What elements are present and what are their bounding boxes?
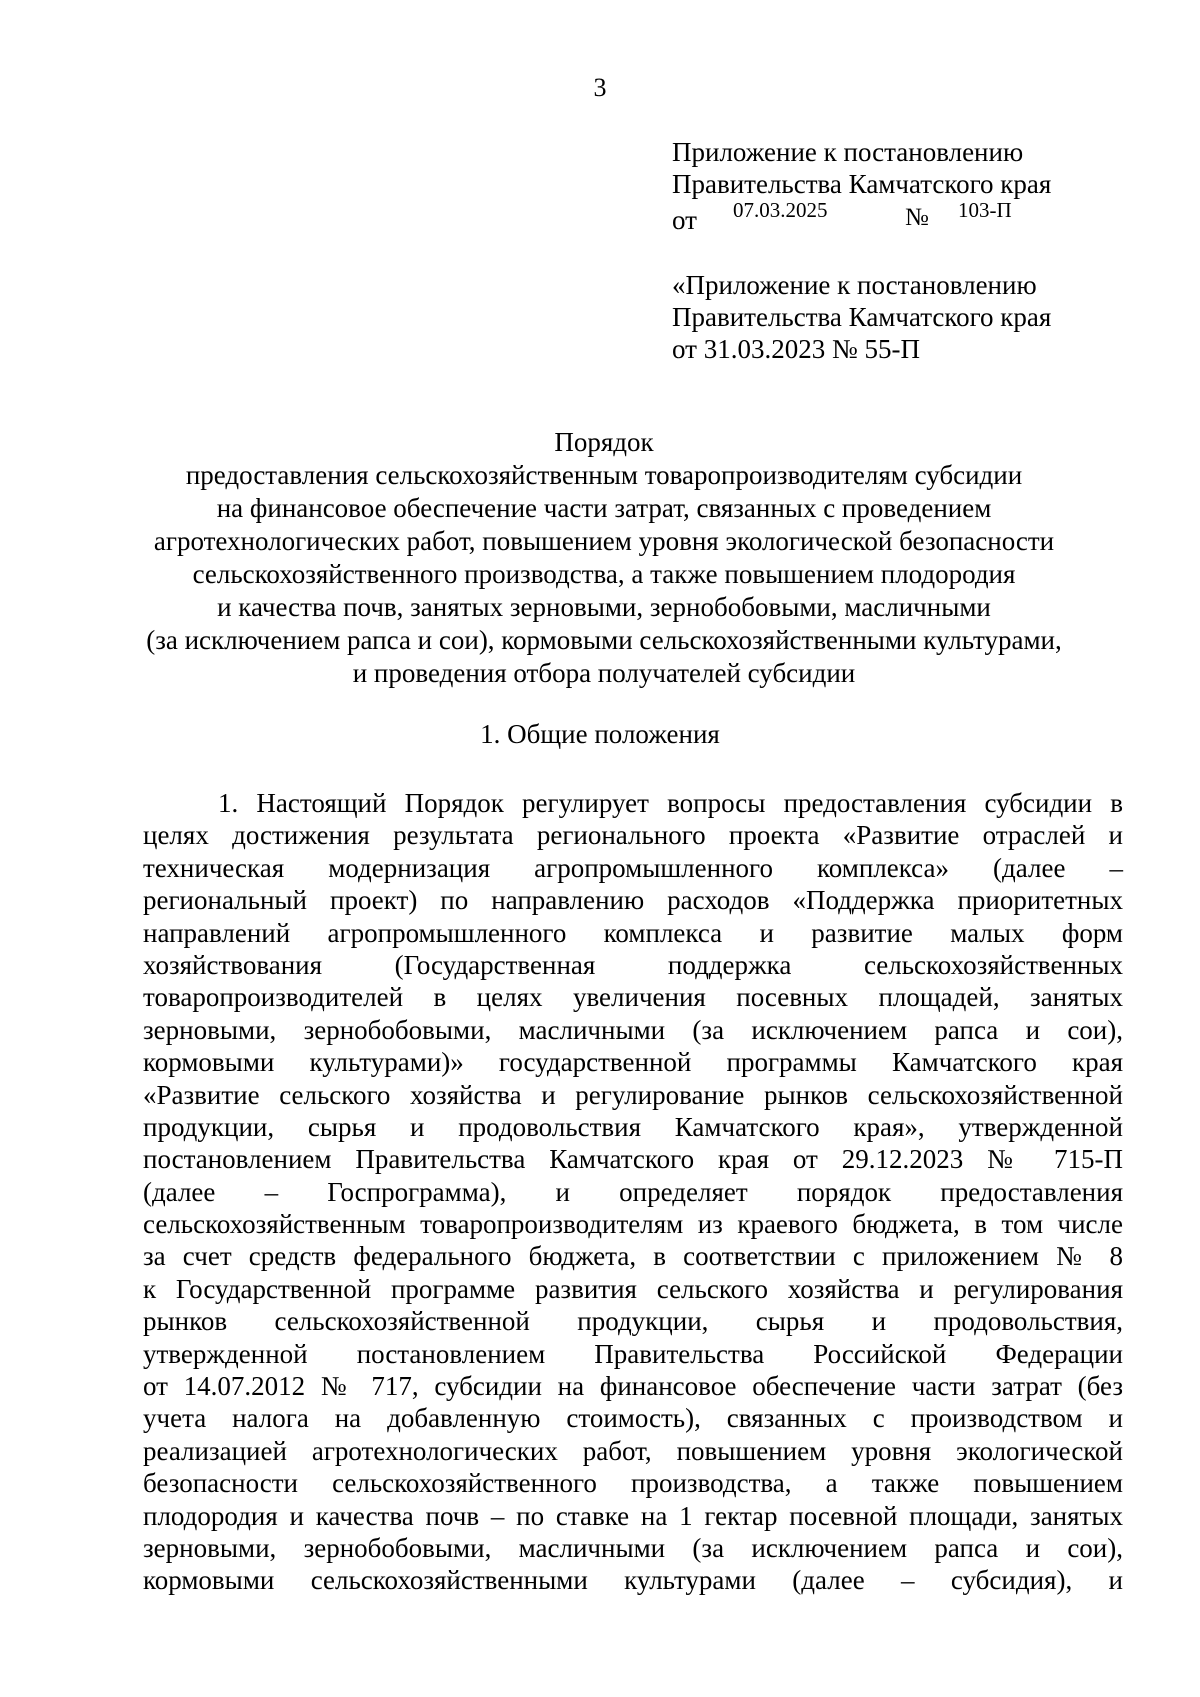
title-line: и проведения отбора получателей субсидии	[352, 658, 856, 688]
paragraph-line: хозяйствования (Государственная поддержка сельскохозяйственных	[143, 949, 1123, 980]
paragraph-line: зерновыми, зернобобовыми, масличными (за исключением рапса и сои),	[143, 1014, 1123, 1045]
paragraph-line: «Развитие сельского хозяйства и регулирование рынков сельскохозяйственной	[143, 1079, 1123, 1110]
title-line: агротехнологических работ, повышением уровня экологической безопасности	[153, 526, 1055, 556]
title-line: и качества почв, занятых зерновыми, зернобобовыми, масличными	[217, 592, 991, 622]
document-title	[130, 426, 1078, 690]
title-line: (за исключением рапса и сои), кормовыми сельскохозяйственными культурами,	[146, 625, 1062, 655]
body-paragraph	[143, 787, 1123, 1597]
amended-line-1: «Приложение к постановлению	[672, 270, 1037, 300]
amended-line-3: от 31.03.2023 № 55-П	[672, 334, 920, 364]
title-line: сельскохозяйственного производства, а также повышением плодородия	[192, 559, 1016, 589]
paragraph-line: кормовыми сельскохозяйственными культурами (далее – субсидия), и	[143, 1565, 1123, 1596]
paragraph-line: продукции, сырья и продовольствия Камчатского края», утвержденной	[143, 1111, 1123, 1142]
paragraph-line: региональный проект) по направлению расходов «Поддержка приоритетных	[143, 885, 1123, 916]
paragraph-line: сельскохозяйственным товаропроизводителям из краевого бюджета, в том числе	[143, 1209, 1123, 1240]
decree-date-number-line	[672, 198, 1051, 235]
page-number: 3	[593, 73, 607, 102]
paragraph-line: реализацией агротехнологических работ, повышением уровня экологической	[143, 1435, 1123, 1466]
paragraph-line: постановлением Правительства Камчатского края от 29.12.2023 № 715-П	[143, 1144, 1123, 1175]
paragraph-line: целях достижения результата регионального проекта «Развитие отраслей и	[143, 820, 1123, 851]
decree-date: 07.03.2025	[733, 198, 828, 222]
paragraph-line: рынков сельскохозяйственной продукции, сырья и продовольствия,	[143, 1306, 1123, 1337]
paragraph-line: направлений агропромышленного комплекса и развитие малых форм	[143, 917, 1123, 948]
paragraph-line: безопасности сельскохозяйственного производства, а также повышением	[143, 1468, 1123, 1499]
paragraph-line: (далее – Госпрограмма), и определяет порядок предоставления	[143, 1176, 1123, 1207]
amended-appendix-header	[672, 269, 1051, 365]
appendix-header	[672, 136, 1052, 235]
paragraph-line: кормовыми культурами)» государственной программы Камчатского края	[143, 1047, 1123, 1078]
paragraph-line: зерновыми, зернобобовыми, масличными (за исключением рапса и сои),	[143, 1532, 1123, 1563]
title-line: предоставления сельскохозяйственным товаропроизводителям субсидии	[185, 460, 1023, 490]
paragraph-line: 1. Настоящий Порядок регулирует вопросы предоставления субсидии в	[218, 788, 1123, 818]
title-heading: Порядок	[554, 427, 654, 457]
decree-number: 103-П	[958, 198, 1012, 222]
number-label: №	[905, 204, 929, 231]
appendix-line-1: Приложение к постановлению	[672, 137, 1024, 167]
paragraph-line: техническая модернизация агропромышленного комплекса» (далее –	[143, 852, 1123, 883]
paragraph-line: за счет средств федерального бюджета, в соответствии с приложением № 8	[143, 1241, 1123, 1272]
section-heading: 1. Общие положения	[480, 719, 720, 749]
paragraph-line: плодородия и качества почв – по ставке на 1 гектар посевной площади, занятых	[143, 1500, 1123, 1531]
amended-line-2: Правительства Камчатского края	[672, 302, 1052, 332]
paragraph-line: учета налога на добавленную стоимость), связанных с производством и	[143, 1403, 1123, 1434]
paragraph-line: к Государственной программе развития сельского хозяйства и регулирования	[143, 1273, 1123, 1304]
paragraph-line: утвержденной постановлением Правительства Российской Федерации	[143, 1338, 1123, 1369]
title-line: на финансовое обеспечение части затрат, связанных с проведением	[216, 493, 992, 523]
paragraph-line: от 14.07.2012 № 717, субсидии на финансовое обеспечение части затрат (без	[143, 1371, 1123, 1402]
date-label: от	[672, 205, 697, 235]
paragraph-line: товаропроизводителей в целях увеличения посевных площадей, занятых	[143, 982, 1123, 1013]
appendix-line-2: Правительства Камчатского края	[672, 169, 1052, 199]
